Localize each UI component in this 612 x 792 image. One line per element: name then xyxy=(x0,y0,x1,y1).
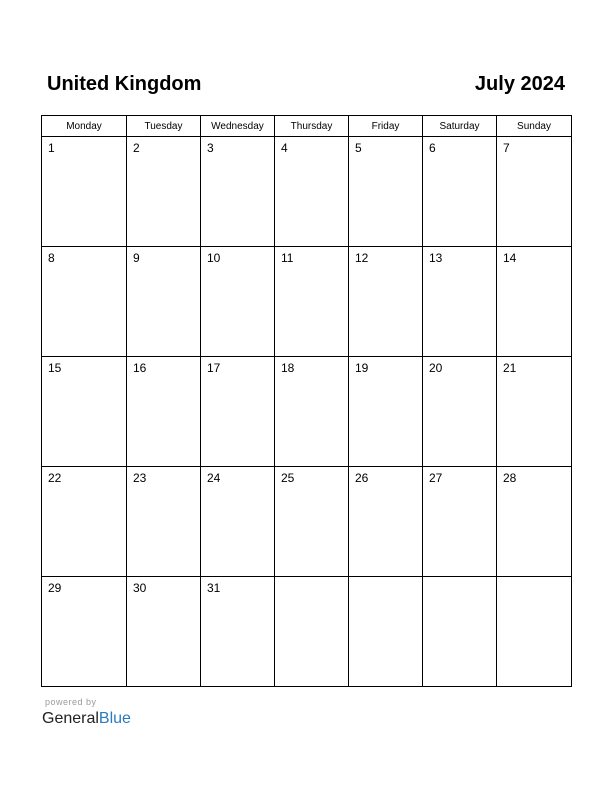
day-number: 1 xyxy=(48,141,55,155)
day-number: 8 xyxy=(48,251,55,265)
day-cell xyxy=(201,247,275,357)
day-number: 11 xyxy=(281,251,294,265)
week-row xyxy=(42,577,572,687)
day-number: 23 xyxy=(133,471,147,485)
day-number xyxy=(423,577,496,581)
day-number: 10 xyxy=(207,251,221,265)
day-cell xyxy=(423,137,497,247)
day-number xyxy=(497,577,571,581)
day-number: 28 xyxy=(503,471,517,485)
footer-branding xyxy=(42,697,131,729)
day-cell xyxy=(423,577,497,687)
day-number: 31 xyxy=(207,581,221,595)
day-number: 4 xyxy=(281,141,288,155)
weekday-wednesday: Wednesday xyxy=(201,116,275,137)
day-cell xyxy=(349,247,423,357)
week-row xyxy=(42,467,572,577)
day-number: 2 xyxy=(133,141,140,155)
day-cell xyxy=(497,467,572,577)
day-cell xyxy=(127,577,201,687)
day-cell xyxy=(497,357,572,467)
weekday-header-row xyxy=(42,116,572,137)
day-number: 25 xyxy=(281,471,295,485)
brand-logo xyxy=(42,709,131,729)
day-number: 7 xyxy=(503,141,510,155)
day-number xyxy=(275,577,348,581)
day-number: 17 xyxy=(207,361,221,375)
country-title: United Kingdom xyxy=(47,73,202,95)
day-cell xyxy=(201,137,275,247)
day-cell xyxy=(201,577,275,687)
day-number: 13 xyxy=(429,251,443,265)
day-cell xyxy=(275,357,349,467)
calendar-grid xyxy=(41,115,572,687)
day-cell xyxy=(42,247,127,357)
day-number: 21 xyxy=(503,361,517,375)
weekday-friday: Friday xyxy=(349,116,423,137)
day-number: 24 xyxy=(207,471,221,485)
day-cell xyxy=(42,357,127,467)
day-number: 19 xyxy=(355,361,369,375)
week-row xyxy=(42,247,572,357)
day-cell xyxy=(127,467,201,577)
day-cell xyxy=(497,247,572,357)
month-year-title: July 2024 xyxy=(474,73,565,95)
weekday-saturday: Saturday xyxy=(423,116,497,137)
day-number: 29 xyxy=(48,581,62,595)
day-cell xyxy=(349,357,423,467)
day-cell xyxy=(201,357,275,467)
day-number: 12 xyxy=(355,251,369,265)
brand-name-part2: Blue xyxy=(98,710,131,727)
week-row xyxy=(42,137,572,247)
week-row xyxy=(42,357,572,467)
day-cell xyxy=(127,247,201,357)
brand-name-part1: General xyxy=(42,710,99,727)
weekday-tuesday: Tuesday xyxy=(127,116,201,137)
weekday-sunday: Sunday xyxy=(497,116,572,137)
day-cell xyxy=(275,247,349,357)
day-cell xyxy=(349,137,423,247)
day-number: 5 xyxy=(355,141,362,155)
day-number: 22 xyxy=(48,471,62,485)
day-cell xyxy=(42,467,127,577)
day-number xyxy=(349,577,422,581)
day-number: 3 xyxy=(207,141,214,155)
day-cell xyxy=(275,137,349,247)
powered-by-label: powered by xyxy=(45,697,97,707)
day-number: 20 xyxy=(429,361,443,375)
weekday-monday: Monday xyxy=(42,116,127,137)
day-cell xyxy=(275,577,349,687)
day-number: 27 xyxy=(429,471,443,485)
day-cell xyxy=(201,467,275,577)
day-cell xyxy=(423,357,497,467)
day-number: 18 xyxy=(281,361,295,375)
day-cell xyxy=(127,137,201,247)
day-cell xyxy=(497,577,572,687)
day-cell xyxy=(497,137,572,247)
weekday-thursday: Thursday xyxy=(275,116,349,137)
day-number: 9 xyxy=(133,251,140,265)
day-number: 14 xyxy=(503,251,517,265)
day-number: 16 xyxy=(133,361,147,375)
day-cell xyxy=(423,247,497,357)
day-number: 6 xyxy=(429,141,436,155)
day-cell xyxy=(349,467,423,577)
day-number: 30 xyxy=(133,581,147,595)
day-number: 15 xyxy=(48,361,62,375)
day-cell xyxy=(127,357,201,467)
day-cell xyxy=(42,577,127,687)
day-number: 26 xyxy=(355,471,369,485)
day-cell xyxy=(423,467,497,577)
day-cell xyxy=(42,137,127,247)
day-cell xyxy=(275,467,349,577)
day-cell xyxy=(349,577,423,687)
